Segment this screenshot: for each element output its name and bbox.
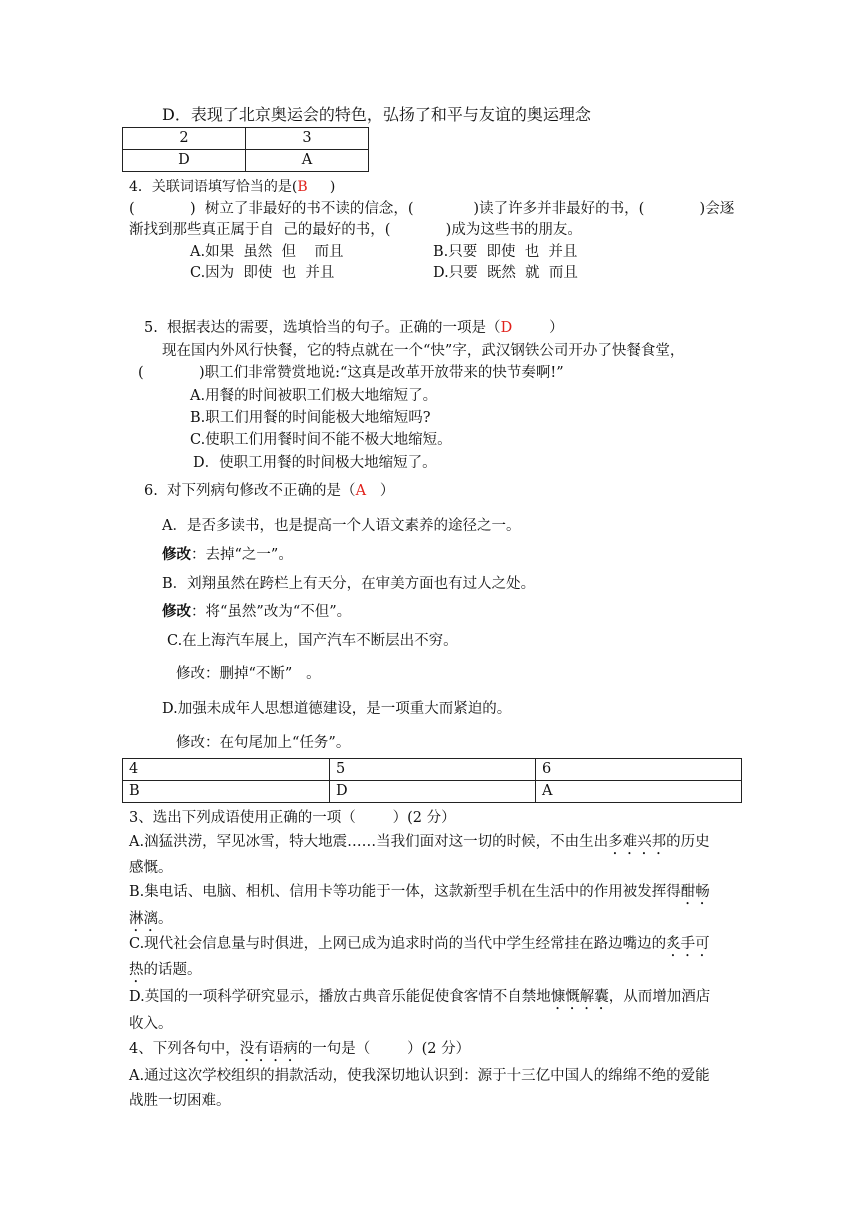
q4-line-1: ( ) 树立了非最好的书不读的信念，( )读了许多并非最好的书，( )会逐: [129, 201, 735, 217]
answer-table-2: [122, 758, 742, 803]
table-row: [123, 128, 369, 150]
table-cell: 4: [123, 759, 330, 781]
idiom-emphasis: 酣畅: [680, 884, 710, 900]
q4-option-d: D.只要 既然 就 而且: [433, 265, 578, 281]
text: 的历史: [666, 834, 710, 850]
table-cell: 6: [536, 759, 742, 781]
q5-option-b: B.职工们用餐的时间能极大地缩短吗?: [190, 410, 431, 426]
q5-option-c: C.使职工们用餐时间不能不极大地缩短。: [190, 432, 452, 448]
table-cell: A: [536, 781, 742, 803]
table-row: [123, 759, 742, 781]
text: 的一句是（ ）(2 分）: [297, 1041, 471, 1057]
q3b-option-b-line2: [129, 909, 173, 935]
table-cell: 3: [246, 128, 369, 150]
q5-line-1: 现在国内外风行快餐，它的特点就在一个“快”字，武汉钢铁公司开办了快餐食堂，: [162, 343, 685, 359]
prev-option-d: D．表现了北京奥运会的特色，弘扬了和平与友谊的奥运理念: [162, 105, 591, 124]
q6-option-d: D.加强未成年人思想道德建设，是一项重大而紧迫的。: [162, 701, 512, 717]
text: B.集电话、电脑、相机、信用卡等功能于一体，这款新型手机在生活中的作用被发挥得: [129, 884, 681, 900]
text: C.现代社会信息量与时俱进，上网已成为追求时尚的当代中学生经常挂在路边嘴边的: [129, 936, 667, 952]
q3b-option-a-line2: 感慨。: [129, 860, 173, 876]
q4-stem-close: ): [307, 179, 336, 195]
q3b-option-d-line1: [129, 987, 710, 1013]
idiom-emphasis: 慷慨解囊: [550, 989, 609, 1005]
fix-label: 修改: [162, 603, 191, 620]
fix-label: 修改: [162, 546, 191, 563]
idiom-emphasis: 炙手可: [666, 936, 710, 952]
q5-stem-text: 5. 根据表达的需要，选填恰当的句子。正确的一项是（: [144, 320, 501, 336]
q5-option-a: A.用餐的时间被职工们极大地缩短了。: [190, 388, 438, 404]
q6-option-b: B．刘翔虽然在跨栏上有天分，在审美方面也有过人之处。: [162, 576, 536, 592]
table-cell: 2: [123, 128, 246, 150]
q6-stem-close: ）: [366, 483, 395, 499]
table-row: [123, 781, 742, 803]
q6-option-a: A．是否多读书，也是提高一个人语文素养的途径之一。: [162, 518, 521, 534]
table-cell: A: [246, 150, 369, 172]
q4b-stem: [129, 1039, 470, 1065]
q6-stem-text: 6. 对下列病句修改不正确的是（: [144, 483, 356, 499]
q3b-option-c-line2: [129, 960, 202, 986]
emphasis: 没有语病: [239, 1041, 298, 1057]
q3b-option-c-line1: [129, 934, 710, 960]
table-row: [123, 150, 369, 172]
table-cell: D: [330, 781, 536, 803]
idiom-emphasis: 多难兴邦: [608, 834, 667, 850]
q4-option-a: A.如果 虽然 但 而且: [190, 244, 344, 260]
q6-option-d-fix: 修改：在句尾加上“任务”。: [176, 735, 351, 751]
q4-answer: B: [297, 179, 308, 195]
q5-line-2: ( )职工们非常赞赏地说:“这真是改革开放带来的快节奏啊!”: [138, 365, 564, 381]
q5-answer: D: [500, 320, 513, 336]
q3b-option-d-line2: 收入。: [129, 1016, 173, 1032]
text: D.英国的一项科学研究显示，播放古典音乐能促使食客情不自禁地: [129, 989, 551, 1005]
q4b-option-a-line2: 战胜一切困难。: [129, 1093, 231, 1109]
q4b-option-a-line1: A.通过这次学校组织的捐款活动，使我深切地认识到：源于十三亿中国人的绵绵不绝的爱能: [129, 1068, 710, 1084]
q4-stem-text: 4．关联词语填写恰当的是(: [129, 179, 298, 195]
q4-stem: [129, 177, 335, 197]
q6-option-c-fix: 修改：删掉“不断” 。: [176, 666, 321, 682]
q4-line-2: 渐找到那些真正属于自 己的最好的书，( )成为这些书的朋友。: [129, 222, 582, 238]
q4-option-c: C.因为 即使 也 并且: [190, 265, 335, 281]
q6-option-b-fix: [162, 602, 351, 622]
table-cell: D: [123, 150, 246, 172]
q5-stem-close: ）: [512, 320, 564, 336]
text: A.汹猛洪涝，罕见冰雪，特大地震……当我们面对这一切的时候，不由生出: [129, 834, 609, 850]
fix-text: ：将“虽然”改为“不但”。: [191, 604, 352, 620]
table-cell: 5: [330, 759, 536, 781]
q6-option-c: C.在上海汽车展上，国产汽车不断层出不穷。: [167, 633, 458, 649]
fix-text: ：去掉“之一”。: [191, 547, 293, 563]
text: 4、下列各句中，: [129, 1041, 240, 1057]
q6-option-a-fix: [162, 545, 293, 565]
q3b-option-b-line1: [129, 882, 710, 908]
q6-stem: [144, 481, 394, 501]
text: 的话题。: [143, 962, 202, 978]
q6-answer: A: [355, 483, 367, 499]
text: 。: [158, 911, 173, 927]
q5-stem: [144, 318, 564, 338]
q3b-stem: 3、选出下列成语使用正确的一项（ ）(2 分）: [129, 810, 456, 826]
text: ，从而增加酒店: [608, 989, 711, 1005]
q3b-option-a-line1: [129, 832, 710, 858]
q4-option-b: B.只要 即使 也 并且: [433, 244, 578, 260]
table-cell: B: [123, 781, 330, 803]
q5-option-d: D．使职工用餐的时间极大地缩短了。: [193, 455, 437, 471]
idiom-emphasis: 淋漓: [129, 911, 158, 927]
answer-table-1: [122, 127, 369, 172]
idiom-emphasis: 热: [129, 962, 144, 978]
